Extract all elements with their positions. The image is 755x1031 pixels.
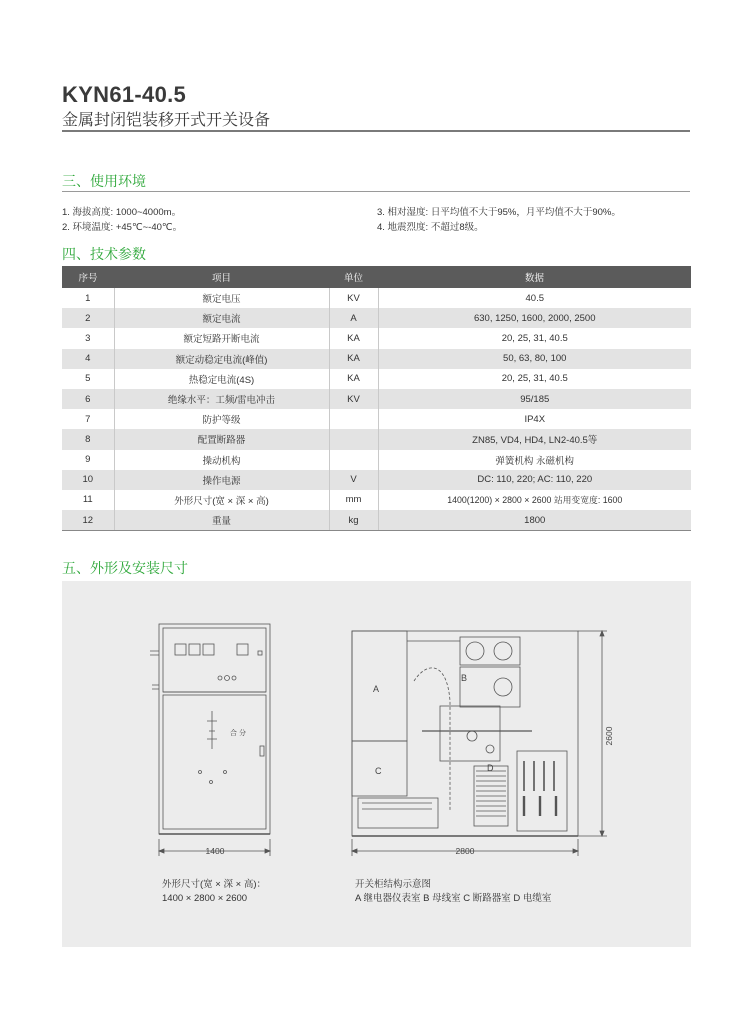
cell-item: 绝缘水平：工频/雷电冲击 — [114, 389, 329, 409]
cell-value: IP4X — [378, 409, 691, 429]
cell-index: 2 — [62, 308, 114, 328]
cell-item: 外形尺寸(宽 × 深 × 高) — [114, 490, 329, 510]
cell-value: 20, 25, 31, 40.5 — [378, 328, 691, 348]
cell-value: 95/185 — [378, 389, 691, 409]
cell-item: 操动机构 — [114, 450, 329, 470]
cell-index: 3 — [85, 332, 91, 344]
cell-value: ZN85, VD4, HD4, LN2-40.5等 — [378, 429, 691, 449]
cell-unit: KV — [329, 389, 378, 409]
cell-index: 7 — [85, 413, 91, 425]
cell-index: 5 — [85, 373, 91, 385]
cell-unit: KA — [329, 349, 378, 369]
cell-index: 1 — [85, 292, 91, 304]
cell-unit: KA — [329, 369, 378, 389]
cell-index: 8 — [62, 429, 114, 449]
caption-right-line2: A 继电器仪表室 B 母线室 C 断路器室 D 电缆室 — [355, 893, 552, 904]
cell-unit: KA — [329, 328, 378, 348]
cell-item: 重量 — [114, 510, 329, 531]
front-width-label: 1400 — [205, 846, 225, 856]
cell-value: 50, 63, 80, 100 — [378, 349, 691, 369]
cell-item: 热稳定电流(4S) — [114, 369, 329, 389]
cell-unit — [329, 429, 378, 449]
cell-item: 操作电源 — [114, 470, 329, 490]
cell-unit: mm — [329, 490, 378, 510]
cell-unit — [329, 450, 378, 470]
side-width-label: 2800 — [455, 846, 475, 856]
front-panel-label: 合 分 — [230, 730, 246, 737]
env-item-altitude: 1. 海拔高度: 1000~4000m。 — [62, 207, 182, 218]
cell-index: 12 — [62, 510, 114, 531]
table-row — [62, 450, 691, 470]
cell-item: 防护等级 — [114, 409, 329, 429]
table-row — [62, 349, 691, 369]
cell-value: 弹簧机构 永磁机构 — [378, 450, 691, 470]
cell-item: 额定电流 — [114, 308, 329, 328]
column-header-value: 数据 — [378, 266, 691, 288]
cell-unit — [329, 409, 378, 429]
side-height-label: 2600 — [604, 726, 614, 746]
cell-index: 4 — [62, 349, 114, 369]
technical-params-table — [62, 266, 691, 531]
column-header-unit: 单位 — [329, 266, 378, 288]
table-row — [62, 328, 691, 348]
cell-item: 额定短路开断电流 — [114, 328, 329, 348]
compartment-label-c: C — [375, 766, 382, 776]
table-row — [62, 470, 691, 490]
cell-unit: A — [329, 308, 378, 328]
cell-unit: KV — [329, 288, 378, 308]
env-item-seismic: 4. 地震烈度: 不超过8级。 — [377, 222, 484, 233]
front-view — [150, 624, 270, 856]
cell-item: 额定动稳定电流(峰值) — [114, 349, 329, 369]
caption-left-line2: 1400 × 2800 × 2600 — [162, 893, 248, 904]
cell-unit: kg — [329, 510, 378, 531]
cell-item: 配置断路器 — [114, 429, 329, 449]
cell-value: 1800 — [378, 510, 691, 531]
environment-divider — [62, 191, 690, 192]
table-row — [62, 490, 691, 510]
caption-right-line1: 开关柜结构示意图 — [355, 879, 432, 890]
cell-value: 40.5 — [378, 288, 691, 308]
product-model: KYN61-40.5 — [62, 82, 187, 107]
dimension-drawing-panel — [62, 581, 691, 947]
product-name: 金属封闭铠装移开式开关设备 — [62, 112, 271, 129]
table-row — [62, 308, 691, 328]
table-row — [62, 288, 691, 308]
table-row — [62, 409, 691, 429]
cell-value: 630, 1250, 1600, 2000, 2500 — [378, 308, 691, 328]
table-row — [62, 429, 691, 449]
side-view — [352, 631, 607, 856]
column-header-index: 序号 — [62, 266, 114, 288]
table-row — [62, 389, 691, 409]
column-header-item: 项目 — [114, 266, 329, 288]
header-divider — [62, 130, 690, 132]
section-heading-params: 四、技术参数 — [62, 246, 146, 262]
cell-index: 10 — [62, 470, 114, 490]
compartment-label-d: D — [487, 763, 494, 773]
section-heading-dimensions: 五、外形及安装尺寸 — [62, 560, 188, 576]
compartment-label-b: B — [461, 673, 468, 683]
cell-value: 20, 25, 31, 40.5 — [378, 369, 691, 389]
cell-index: 9 — [85, 454, 91, 466]
env-item-humidity: 3. 相对湿度: 日平均值不大于95%，月平均值不大于90%。 — [377, 207, 621, 218]
cell-value: 1400(1200) × 2800 × 2600 站用变宽度: 1600 — [378, 490, 691, 510]
cell-index: 6 — [62, 389, 114, 409]
env-item-temperature: 2. 环境温度: +45℃~-40℃。 — [62, 222, 183, 233]
cell-item: 额定电压 — [114, 288, 329, 308]
table-header-row — [62, 266, 691, 288]
table-row — [62, 369, 691, 389]
cell-unit: V — [329, 470, 378, 490]
section-heading-environment: 三、使用环境 — [62, 173, 146, 189]
caption-left-line1: 外形尺寸(宽 × 深 × 高)： — [162, 879, 266, 890]
cell-value: DC: 110, 220; AC: 110, 220 — [378, 470, 691, 490]
table-row — [62, 510, 691, 531]
cell-index: 11 — [82, 494, 93, 506]
compartment-label-a: A — [373, 684, 380, 694]
